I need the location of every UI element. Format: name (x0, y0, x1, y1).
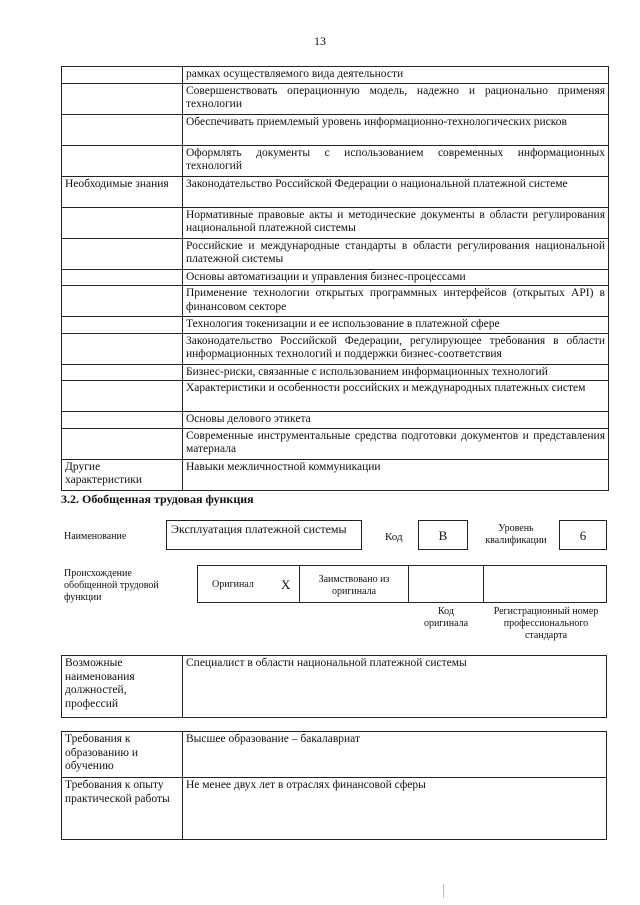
row-label (62, 67, 183, 84)
row-label: Другие характеристики (62, 459, 183, 490)
level-value: 6 (559, 520, 607, 550)
original-mark: X (281, 577, 291, 592)
row-label (62, 317, 183, 334)
row-label (62, 428, 183, 459)
borrowed-cell: Заимствовано из оригинала (299, 565, 409, 603)
row-label (62, 114, 183, 145)
row-label (62, 145, 183, 176)
table-row (62, 83, 609, 114)
row-label (62, 83, 183, 114)
row-label (62, 207, 183, 238)
table-row (62, 67, 609, 84)
requirements-table (61, 731, 607, 840)
table-row (62, 145, 609, 176)
row-text: Бизнес-риски, связанные с использованием информационных технологий (183, 364, 609, 381)
code-value: B (418, 520, 468, 550)
original-cell (197, 565, 300, 603)
row-text: Не менее двух лет в отраслях финансовой сферы (183, 778, 607, 840)
function-name-value: Эксплуатация платежной системы (166, 520, 362, 550)
section-title: 3.2. Обобщенная трудовая функция (61, 492, 254, 506)
table-row (62, 286, 609, 317)
row-text: Характеристики и особенности российских и международных платежных систем (183, 381, 609, 412)
row-label: Требования к опыту практической работы (62, 778, 183, 840)
original-label: Оригинал (212, 579, 254, 590)
row-text: Основы автоматизации и управления бизнес-процессами (183, 269, 609, 286)
table-row (62, 656, 607, 718)
row-label (62, 381, 183, 412)
table-row (62, 114, 609, 145)
row-text: Совершенствовать операционную модель, надежно и рационально применяя технологии (183, 83, 609, 114)
row-text: Оформлять документы с использованием современных информационных технологий (183, 145, 609, 176)
row-label (62, 269, 183, 286)
row-text: Технология токенизации и ее использование в платежной сфере (183, 317, 609, 334)
table-row (62, 176, 609, 207)
row-label: Возможные наименования должностей, профессий (62, 656, 183, 718)
level-label: Уровень квалификации (485, 523, 547, 546)
row-label (62, 286, 183, 317)
table-row (62, 317, 609, 334)
name-label: Наименование (64, 531, 127, 542)
code-label: Код (385, 531, 403, 543)
row-text: Высшее образование – бакалавриат (183, 732, 607, 778)
table-row (62, 381, 609, 412)
table-row (62, 428, 609, 459)
table-row (62, 269, 609, 286)
table-row (62, 778, 607, 840)
origin-label: Происхождение обобщенной трудовой функции (64, 568, 159, 603)
row-text: рамках осуществляемого вида деятельности (183, 67, 609, 84)
table-row (62, 238, 609, 269)
row-text: Применение технологии открытых программных интерфейсов (открытых API) в финансовом секторе (183, 286, 609, 317)
row-label (62, 333, 183, 364)
table-row (62, 207, 609, 238)
scan-mark (443, 884, 444, 898)
row-label (62, 412, 183, 429)
row-text: Нормативные правовые акты и методические документы в области регулирования национальной платежной системы (183, 207, 609, 238)
registration-number-caption: Регистрационный номер профессионального стандарта (493, 606, 599, 641)
row-text: Основы делового этикета (183, 412, 609, 429)
knowledge-table (61, 66, 609, 491)
row-label (62, 238, 183, 269)
row-label (62, 364, 183, 381)
table-row (62, 412, 609, 429)
row-label: Необходимые знания (62, 176, 183, 207)
table-row (62, 333, 609, 364)
row-label: Требования к образованию и обучению (62, 732, 183, 778)
row-text: Современные инструментальные средства подготовки документов и представления материала (183, 428, 609, 459)
original-code-cell (408, 565, 484, 603)
positions-table (61, 655, 607, 718)
table-row (62, 459, 609, 490)
table-row (62, 732, 607, 778)
row-text: Законодательство Российской Федерации, регулирующее требования в области информационных технологий и поддержки бизнес-соответствия (183, 333, 609, 364)
original-code-caption: Код оригинала (423, 606, 469, 629)
row-text: Обеспечивать приемлемый уровень информационно-технологических рисков (183, 114, 609, 145)
row-text: Специалист в области национальной платежной системы (183, 656, 607, 718)
page-number: 13 (314, 34, 326, 48)
row-text: Навыки межличностной коммуникации (183, 459, 609, 490)
table-row (62, 364, 609, 381)
row-text: Российские и международные стандарты в области регулирования национальной платежной системы (183, 238, 609, 269)
row-text: Законодательство Российской Федерации о национальной платежной системе (183, 176, 609, 207)
registration-number-cell (483, 565, 607, 603)
